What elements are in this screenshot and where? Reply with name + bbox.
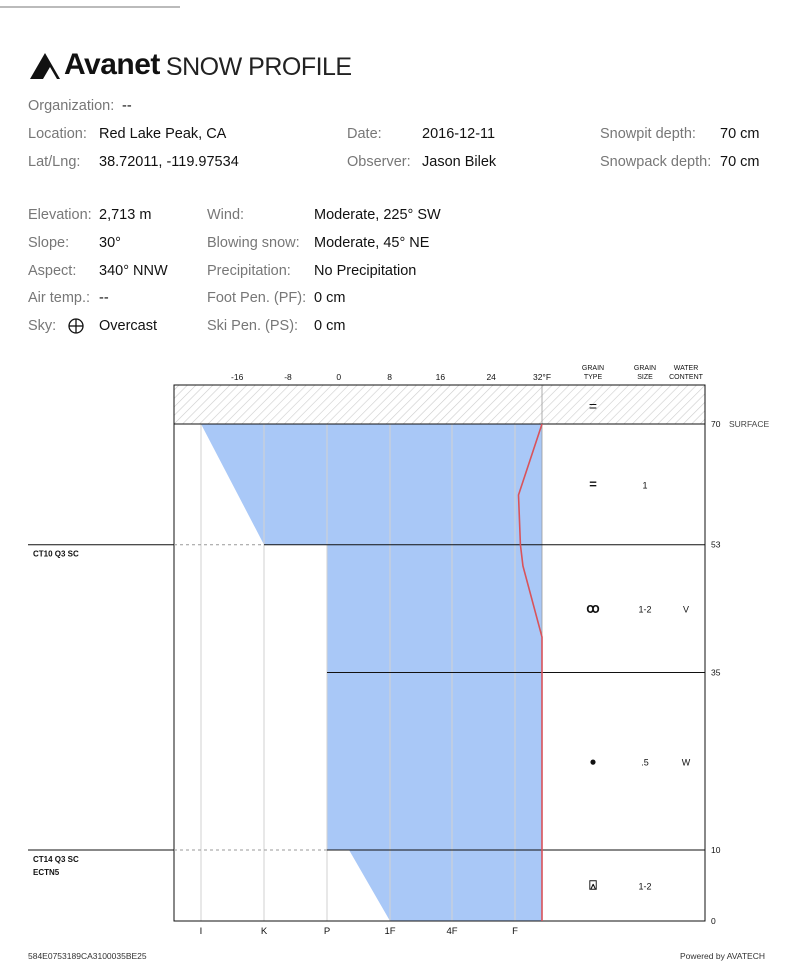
overcast-icon [68, 318, 84, 334]
column-header-water-content: CONTENT [669, 374, 703, 381]
wind-label: Wind: [207, 207, 245, 223]
snow-profile-chart [0, 360, 800, 960]
blowing-snow-value: Moderate, 45° NE [314, 235, 430, 251]
column-header-water-content: WATER [673, 365, 699, 372]
air-temp-label: Air temp.: [28, 290, 91, 306]
logo [28, 40, 352, 80]
temp-tick-label: 8 [387, 372, 392, 382]
water-content-value: V [682, 604, 690, 615]
surface-label: SURFACE [729, 419, 770, 429]
hardness-tick-label: K [260, 926, 268, 937]
hardness-tick-label: I [199, 926, 203, 937]
temp-tick-label: -16 [231, 372, 244, 382]
observer-label: Observer: [347, 154, 411, 170]
avanet-logo-icon [28, 50, 62, 80]
profile-id: 584E0753189CA3100035BE25 [28, 951, 147, 961]
surface-grain-type: = [588, 398, 598, 414]
grain-size-value: 1-2 [638, 881, 652, 892]
sky-value: Overcast [99, 318, 158, 334]
foot-pen-value: 0 cm [314, 290, 346, 306]
column-header-grain-size: GRAIN [633, 365, 657, 372]
snowpack-depth-value: 70 cm [720, 154, 760, 170]
stability-test-result: CT14 Q3 SC [33, 855, 79, 864]
powered-by: Powered by AVATECH [679, 951, 765, 961]
stability-test-result: ECTN5 [33, 868, 60, 877]
latlng-label: Lat/Lng: [28, 154, 81, 170]
header-rule [0, 6, 180, 8]
surface-hatch [174, 385, 705, 424]
brand-subtitle: SNOW PROFILE [165, 53, 352, 81]
ski-pen-value: 0 cm [314, 318, 346, 334]
grain-size-value: .5 [641, 757, 649, 768]
column-header-grain-type: TYPE [583, 374, 603, 381]
ski-pen-label: Ski Pen. (PS): [207, 318, 299, 334]
hardness-tick-label: 1F [384, 926, 396, 937]
grain-size-value: 1 [642, 480, 648, 491]
grain-size-value: 1-2 [638, 604, 652, 615]
foot-pen-label: Foot Pen. (PF): [207, 290, 307, 306]
grain-type-symbol: ● [589, 754, 597, 769]
grain-type-symbol: ꝏ [586, 600, 600, 616]
organization-label: Organization: [28, 98, 115, 114]
grain-type-symbol: ⍓ [589, 877, 597, 893]
date-value: 2016-12-11 [422, 126, 496, 142]
snowpit-depth-value: 70 cm [720, 126, 760, 142]
precipitation-value: No Precipitation [314, 263, 417, 279]
slope-value: 30° [99, 235, 121, 251]
temp-tick-label: 32°F [532, 372, 552, 382]
blowing-snow-label: Blowing snow: [207, 235, 300, 251]
snowpack-depth-label: Snowpack depth: [600, 154, 712, 170]
date-label: Date: [347, 126, 382, 142]
location-value: Red Lake Peak, CA [99, 126, 227, 142]
elevation-value: 2,713 m [99, 207, 152, 223]
snowpit-depth-label: Snowpit depth: [600, 126, 696, 142]
observer-value: Jason Bilek [422, 154, 497, 170]
slope-label: Slope: [28, 235, 70, 251]
depth-label-bottom: 0 [711, 916, 716, 926]
temp-tick-label: 24 [486, 372, 496, 382]
depth-label: 35 [711, 667, 721, 678]
aspect-value: 340° NNW [99, 263, 168, 279]
organization-value: -- [122, 98, 132, 114]
aspect-label: Aspect: [28, 263, 77, 279]
brand-name: Avanet [64, 48, 160, 81]
water-content-value: W [681, 757, 691, 768]
hardness-tick-label: P [323, 926, 331, 937]
precipitation-label: Precipitation: [207, 263, 291, 279]
temp-tick-label: -8 [284, 372, 292, 382]
location-label: Location: [28, 126, 87, 142]
depth-label: 10 [711, 845, 721, 855]
air-temp-value: -- [99, 290, 109, 306]
latlng-value: 38.72011, -119.97534 [99, 154, 239, 170]
stability-test-result: CT10 Q3 SC [33, 549, 79, 559]
hardness-tick-label: F [512, 926, 518, 937]
sky-label: Sky: [28, 318, 57, 334]
column-header-grain-type: GRAIN [581, 365, 605, 372]
temp-tick-label: 16 [435, 372, 446, 382]
grain-type-symbol: = [589, 476, 597, 492]
elevation-label: Elevation: [28, 207, 92, 223]
temp-tick-label: 0 [336, 372, 342, 382]
hardness-tick-label: 4F [446, 926, 458, 937]
depth-label-top: 70 [711, 419, 721, 429]
wind-value: Moderate, 225° SW [314, 207, 441, 223]
column-header-grain-size: SIZE [637, 374, 653, 381]
depth-label: 53 [711, 539, 721, 550]
